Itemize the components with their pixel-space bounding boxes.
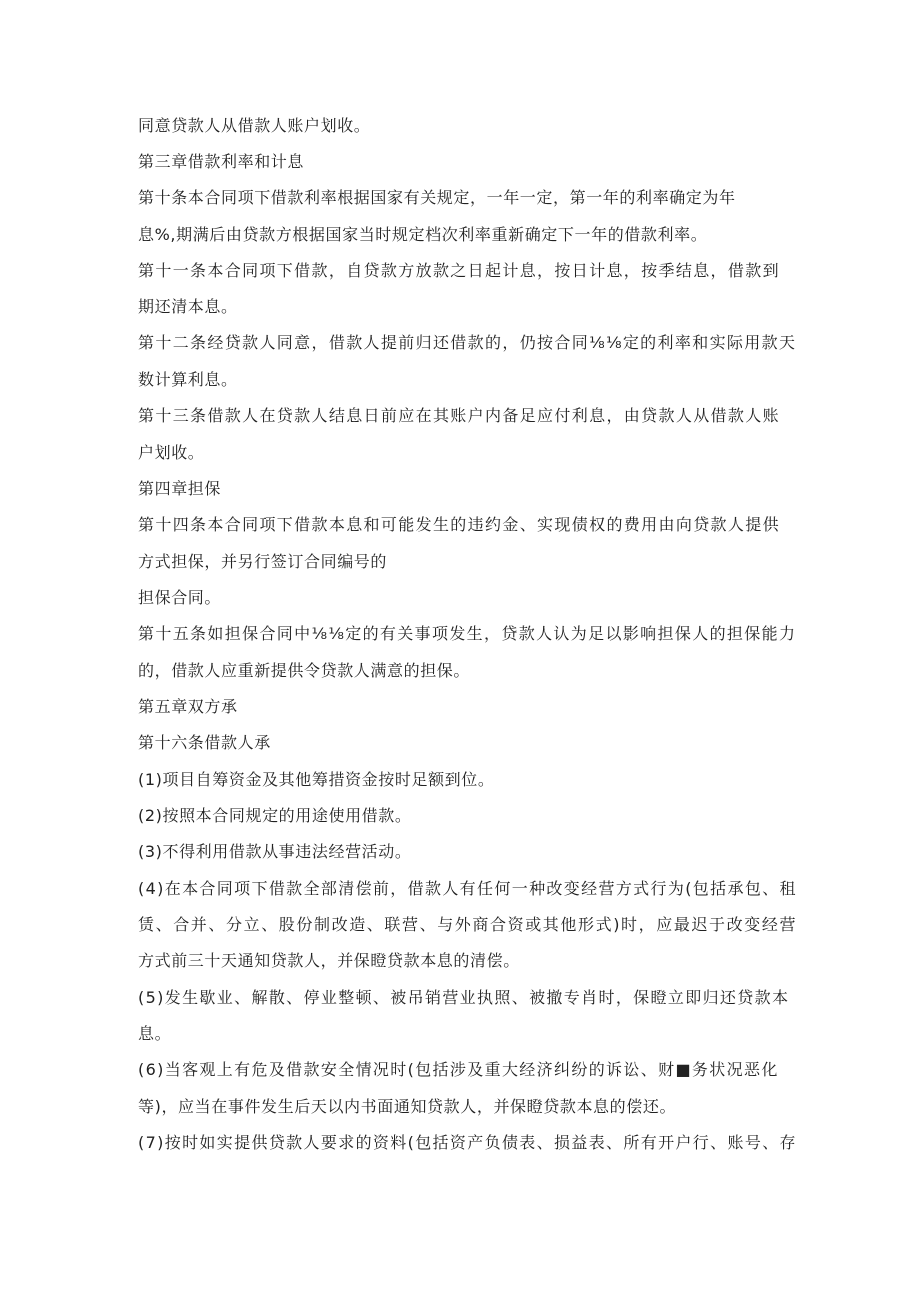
text-line-3: 第十条本合同项下借款利率根据国家有关规定，一年一定，第一年的利率确定为年 (138, 188, 736, 207)
chapter-5-heading: 第五章双方承 (138, 697, 238, 716)
text-line-1: 同意贷款人从借款人账户划收。 (138, 116, 371, 135)
text-line-18: 第十六条借款人承 (138, 733, 271, 752)
list-item-5-line-2: 息。 (138, 1024, 172, 1043)
list-item-4-line-1: (4)在本合同项下借款全部清偿前，借款人有任何一种改变经营方式行为(包括承包、租 (138, 879, 797, 898)
text-line-10: 户划收。 (138, 443, 205, 462)
list-item-3: (3)不得利用借款从事违法经营活动。 (138, 842, 412, 861)
text-line-15: 第十五条如担保合同中⅛⅛定的有关事项发生，贷款人认为足以影响担保人的担保能力 (138, 624, 797, 643)
list-item-4-line-3: 方式前三十天通知贷款人，并保瞪贷款本息的清偿。 (138, 951, 520, 970)
text-line-16: 的，借款人应重新提供令贷款人满意的担保。 (138, 661, 471, 680)
text-line-4: 息%,期满后由贷款方根据国家当时规定档次利率重新确定下一年的借款利率。 (138, 225, 708, 244)
list-item-7-line-1: (7)按时如实提供贷款人要求的资料(包括资产负债表、损益表、所有开户行、账号、存 (138, 1133, 797, 1152)
text-line-14: 担保合同。 (138, 588, 222, 607)
text-line-13: 方式担保，并另行签订合同编号的 (138, 552, 388, 571)
list-item-1: (1)项目自筹资金及其他筹措资金按时足额到位。 (138, 770, 495, 789)
text-line-6: 期还清本息。 (138, 297, 238, 316)
chapter-4-heading: 第四章担保 (138, 479, 222, 498)
list-item-6-line-2: 等)，应当在事件发生后天以内书面通知贷款人，并保瞪贷款本息的偿还。 (138, 1097, 677, 1116)
list-item-5-line-1: (5)发生歇业、解散、停业整顿、被吊销营业执照、被撤专肖时，保瞪立即归还贷款本 (138, 988, 790, 1007)
list-item-6-line-1: (6)当客观上有危及借款安全情况时(包括涉及重大经济纠纷的诉讼、财■务状况恶化 (138, 1060, 779, 1079)
list-item-2: (2)按照本合同规定的用途使用借款。 (138, 806, 412, 825)
chapter-3-heading: 第三章借款利率和计息 (138, 152, 305, 171)
text-line-5: 第十一条本合同项下借款，自贷款方放款之日起计息，按日计息，按季结息，借款到 (138, 261, 780, 280)
text-line-9: 第十三条借款人在贷款人结息日前应在其账户内备足应付利息，由贷款人从借款人账 (138, 406, 780, 425)
text-line-8: 数计算利息。 (138, 370, 238, 389)
list-item-4-line-2: 赁、合并、分立、股份制改造、联营、与外商合资或其他形式)时，应最迟于改变经营 (138, 915, 798, 934)
text-line-12: 第十四条本合同项下借款本息和可能发生的违约金、实现债权的费用由向贷款人提供 (138, 515, 780, 534)
text-line-7: 第十二条经贷款人同意，借款人提前归还借款的，仍按合同⅛⅛定的利率和实际用款天 (138, 333, 797, 352)
